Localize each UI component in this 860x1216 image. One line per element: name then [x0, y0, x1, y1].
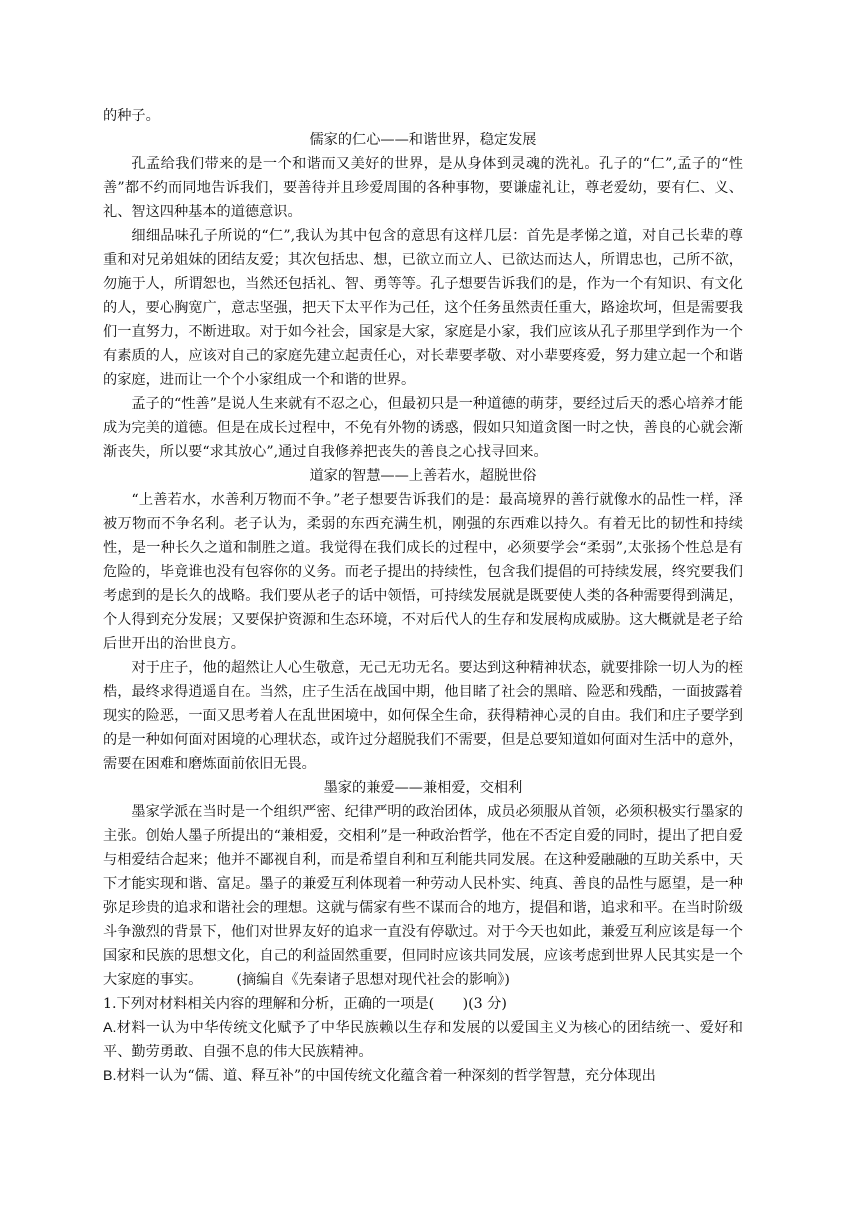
option-letter: B. [103, 1068, 117, 1084]
paragraph: 孔孟给我们带来的是一个和谐而又美好的世界，是从身体到灵魂的洗礼。孔子的“仁”,孟子的“性善”都不约而同地告诉我们，要善待并且珍爱周围的各种事物，要谦虚礼让，尊老爱幼，要有仁、义、礼、智这四种基本的道德意识。 [103, 156, 743, 220]
option-letter: A. [103, 1020, 117, 1036]
section-heading-confucian: 儒家的仁心——和谐世界，稳定发展 [309, 132, 537, 148]
lead-fragment: 的种子。 [103, 108, 160, 124]
option-text: 材料一认为“儒、道、释互补”的中国传统文化蕴含着一种深刻的哲学智慧，充分体现出 [116, 1068, 656, 1084]
source-citation: (摘编自《先秦诸子思想对现代社会的影响》) [236, 972, 510, 988]
paragraph: “上善若水，水善利万物而不争。”老子想要告诉我们的是：最高境界的善行就像水的品性一样，泽被万物而不争名利。老子认为，柔弱的东西充满生机，刚强的东西难以持久。有着无比的韧性和持续性，是一种长久之道和制胜之道。我觉得在我们成长的过程中，必须要学会“柔弱”,太张扬个性总是有危险的，毕竟谁也没有包容你的义务。而老子提出的持续性，包含我们提倡的可持续发展，终究要我们考虑到的是长久的战略。我们要从老子的话中领悟，可持续发展就是既要使人类的各种需要得到满足，个人得到充分发展；又要保护资源和生态环境，不对后代人的生存和发展构成威胁。这大概就是老子给后世开出的治世良方。 [103, 492, 743, 652]
section-heading-taoist: 道家的智慧——上善若水，超脱世俗 [309, 468, 537, 484]
section-heading-mohist: 墨家的兼爱——兼相爱，交相利 [323, 780, 523, 796]
option-b [103, 1064, 743, 1088]
paragraph [103, 800, 743, 992]
paragraph: 孟子的“性善”是说人生来就有不忍之心，但最初只是一种道德的萌芽，要经过后天的悉心培养才能成为完美的道德。但是在成长过程中，不免有外物的诱惑，假如只知道贪图一时之快，善良的心就会渐渐丧失，所以要“求其放心”,通过自我修养把丧失的善良之心找寻回来。 [103, 396, 743, 460]
document-page [103, 104, 743, 1088]
paragraph: 细细品味孔子所说的“仁”,我认为其中包含的意思有这样几层：首先是孝悌之道，对自己长辈的尊重和对兄弟姐妹的团结友爱；其次包括忠、想，已欲立而立人、已欲达而达人，所谓忠也，己所不欲，勿施于人，所谓恕也，当然还包括礼、智、勇等等。孔子想要告诉我们的是，作为一个有知识、有文化的人，要心胸宽广，意志坚强，把天下太平作为己任，这个任务虽然责任重大，路途坎坷，但是需要我们一直努力，不断进取。对于如今社会，国家是大家，家庭是小家，我们应该从孔子那里学到作为一个有素质的人，应该对自己的家庭先建立起责任心，对长辈要孝敬、对小辈要疼爱，努力建立起一个和谐的家庭，进而让一个个小家组成一个和谐的世界。 [103, 228, 743, 388]
paragraph: 对于庄子，他的超然让人心生敬意，无己无功无名。要达到这种精神状态，就要排除一切人为的桎梏，最终求得逍遥自在。当然，庄子生活在战国中期，他目睹了社会的黑暗、险恶和残酷，一面披露着现实的险恶，一面又思考着人在乱世困境中，如何保全生命，获得精神心灵的自由。我们和庄子要学到的是一种如何面对困境的心理状态，或许过分超脱我们不需要，但是总要知道如何面对生活中的意外，需要在困难和磨炼面前依旧无畏。 [103, 660, 743, 772]
paragraph-text: 墨家学派在当时是一个组织严密、纪律严明的政治团体，成员必须服从首领，必须积极实行墨家的主张。创始人墨子所提出的“兼相爱，交相利”是一种政治哲学，他在不否定自爱的同时，提出了把自爱与相爱结合起来；他并不鄙视自利，而是希望自利和互利能共同发展。在这种爱融融的互助关系中，天下才能实现和谐、富足。墨子的兼爱互利体现着一种劳动人民朴实、纯真、善良的品性与愿望，是一种弥足珍贵的追求和谐社会的理想。这就与儒家有些不谋而合的地方，提倡和谐，追求和平。在当时阶级斗争激烈的背景下，他们对世界友好的追求一直没有停歇过。对于今天也如此，兼爱互利应该是每一个国家和民族的思想文化，自己的利益固然重要，但同时应该共同发展，应该考虑到世界人民其实是一个大家庭的事实。 [103, 804, 743, 988]
question-stem: 1.下列对材料相关内容的理解和分析，正确的一项是( )(3 分) [103, 996, 507, 1012]
option-text: 材料一认为中华传统文化赋予了中华民族赖以生存和发展的以爱国主义为核心的团结统一、爱好和平、勤劳勇敢、自强不息的伟大民族精神。 [103, 1020, 743, 1060]
option-a [103, 1016, 743, 1064]
